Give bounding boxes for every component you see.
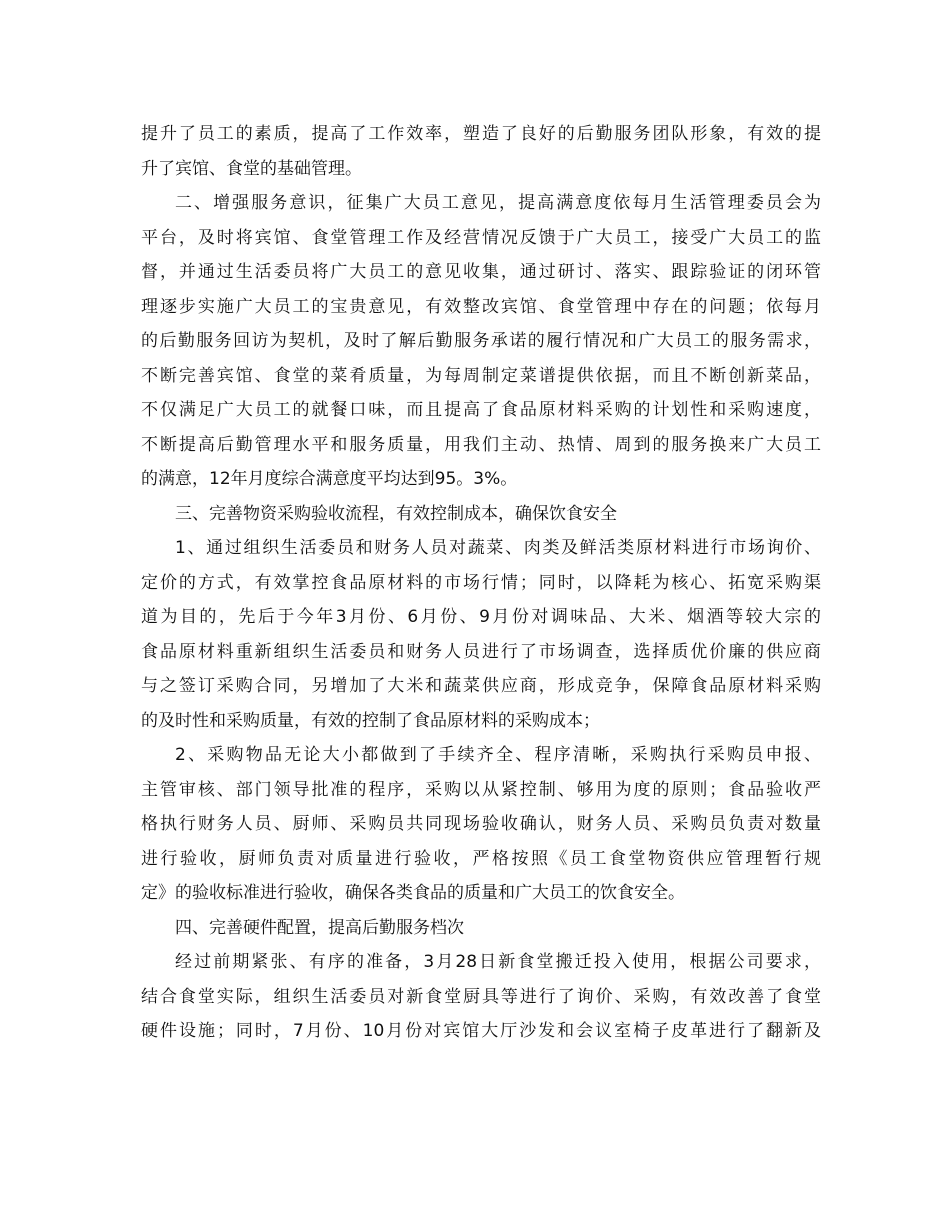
text-line: 三、完善物资采购验收流程，有效控制成本，确保饮食安全 [175, 503, 617, 524]
text-line: 平台，及时将宾馆、食堂管理工作及经营情况反馈于广大员工，接受广大员工的监 [141, 227, 821, 248]
text-line: 的及时性和采购质量，有效的控制了食品原材料的采购成本； [141, 710, 600, 731]
text-line: 提升了员工的素质，提高了工作效率，塑造了良好的后勤服务团队形象，有效的提 [141, 124, 821, 144]
text-line: 1、通过组织生活委员和财务人员对蔬菜、肉类及鲜活类原材料进行市场询价、 [175, 538, 821, 558]
text-line: 的满意，12年月度综合满意度平均达到95。3%。 [141, 469, 518, 489]
text-line: 结合食堂实际，组织生活委员对新食堂厨具等进行了询价、采购，有效改善了食堂 [141, 986, 821, 1007]
text-line: 不仅满足广大员工的就餐口味，而且提高了食品原材料采购的计划性和采购速度， [141, 400, 821, 420]
text-line: 的后勤服务回访为契机，及时了解后勤服务承诺的履行情况和广大员工的服务需求， [141, 331, 821, 351]
text-line: 定》的验收标准进行验收，确保各类食品的质量和广大员工的饮食安全。 [141, 883, 685, 903]
text-line: 格执行财务人员、厨师、采购员共同现场验收确认，财务人员、采购员负责对数量 [141, 814, 821, 834]
text-line: 进行验收，厨师负责对质量进行验收，严格按照《员工食堂物资供应管理暂行规 [141, 848, 821, 869]
text-line: 不断完善宾馆、食堂的菜肴质量，为每周制定菜谱提供依据，而且不断创新菜品， [141, 365, 821, 386]
text-line: 道为目的，先后于今年3月份、6月份、9月份对调味品、大米、烟酒等较大宗的 [141, 607, 821, 627]
text-line: 经过前期紧张、有序的准备，3月28日新食堂搬迁投入使用，根据公司要求， [175, 952, 821, 972]
text-line: 不断提高后勤管理水平和服务质量，用我们主动、热情、周到的服务换来广大员工 [141, 434, 821, 455]
text-line: 食品原材料重新组织生活委员和财务人员进行了市场调查，选择质优价廉的供应商 [141, 641, 821, 662]
body-text [141, 117, 821, 1049]
text-line: 二、增强服务意识，征集广大员工意见，提高满意度依每月生活管理委员会为 [175, 193, 821, 213]
text-line: 升了宾馆、食堂的基础管理。 [141, 158, 362, 179]
text-line: 四、完善硬件配置，提高后勤服务档次 [175, 917, 464, 938]
text-line: 硬件设施；同时，7月份、10月份对宾馆大厅沙发和会议室椅子皮革进行了翻新及 [141, 1021, 821, 1041]
text-line: 与之签订采购合同，另增加了大米和蔬菜供应商，形成竞争，保障食品原材料采购 [141, 676, 821, 696]
text-line: 督，并通过生活委员将广大员工的意见收集，通过研讨、落实、跟踪验证的闭环管 [141, 262, 821, 282]
text-line: 理逐步实施广大员工的宝贵意见，有效整改宾馆、食堂管理中存在的问题；依每月 [141, 296, 821, 317]
text-line: 主管审核、部门领导批准的程序，采购以从紧控制、够用为度的原则；食品验收严 [141, 779, 821, 800]
text-line: 2、采购物品无论大小都做到了手续齐全、程序清晰，采购执行采购员申报、 [175, 745, 821, 765]
text-line: 定价的方式，有效掌控食品原材料的市场行情；同时，以降耗为核心、拓宽采购渠 [141, 572, 821, 593]
